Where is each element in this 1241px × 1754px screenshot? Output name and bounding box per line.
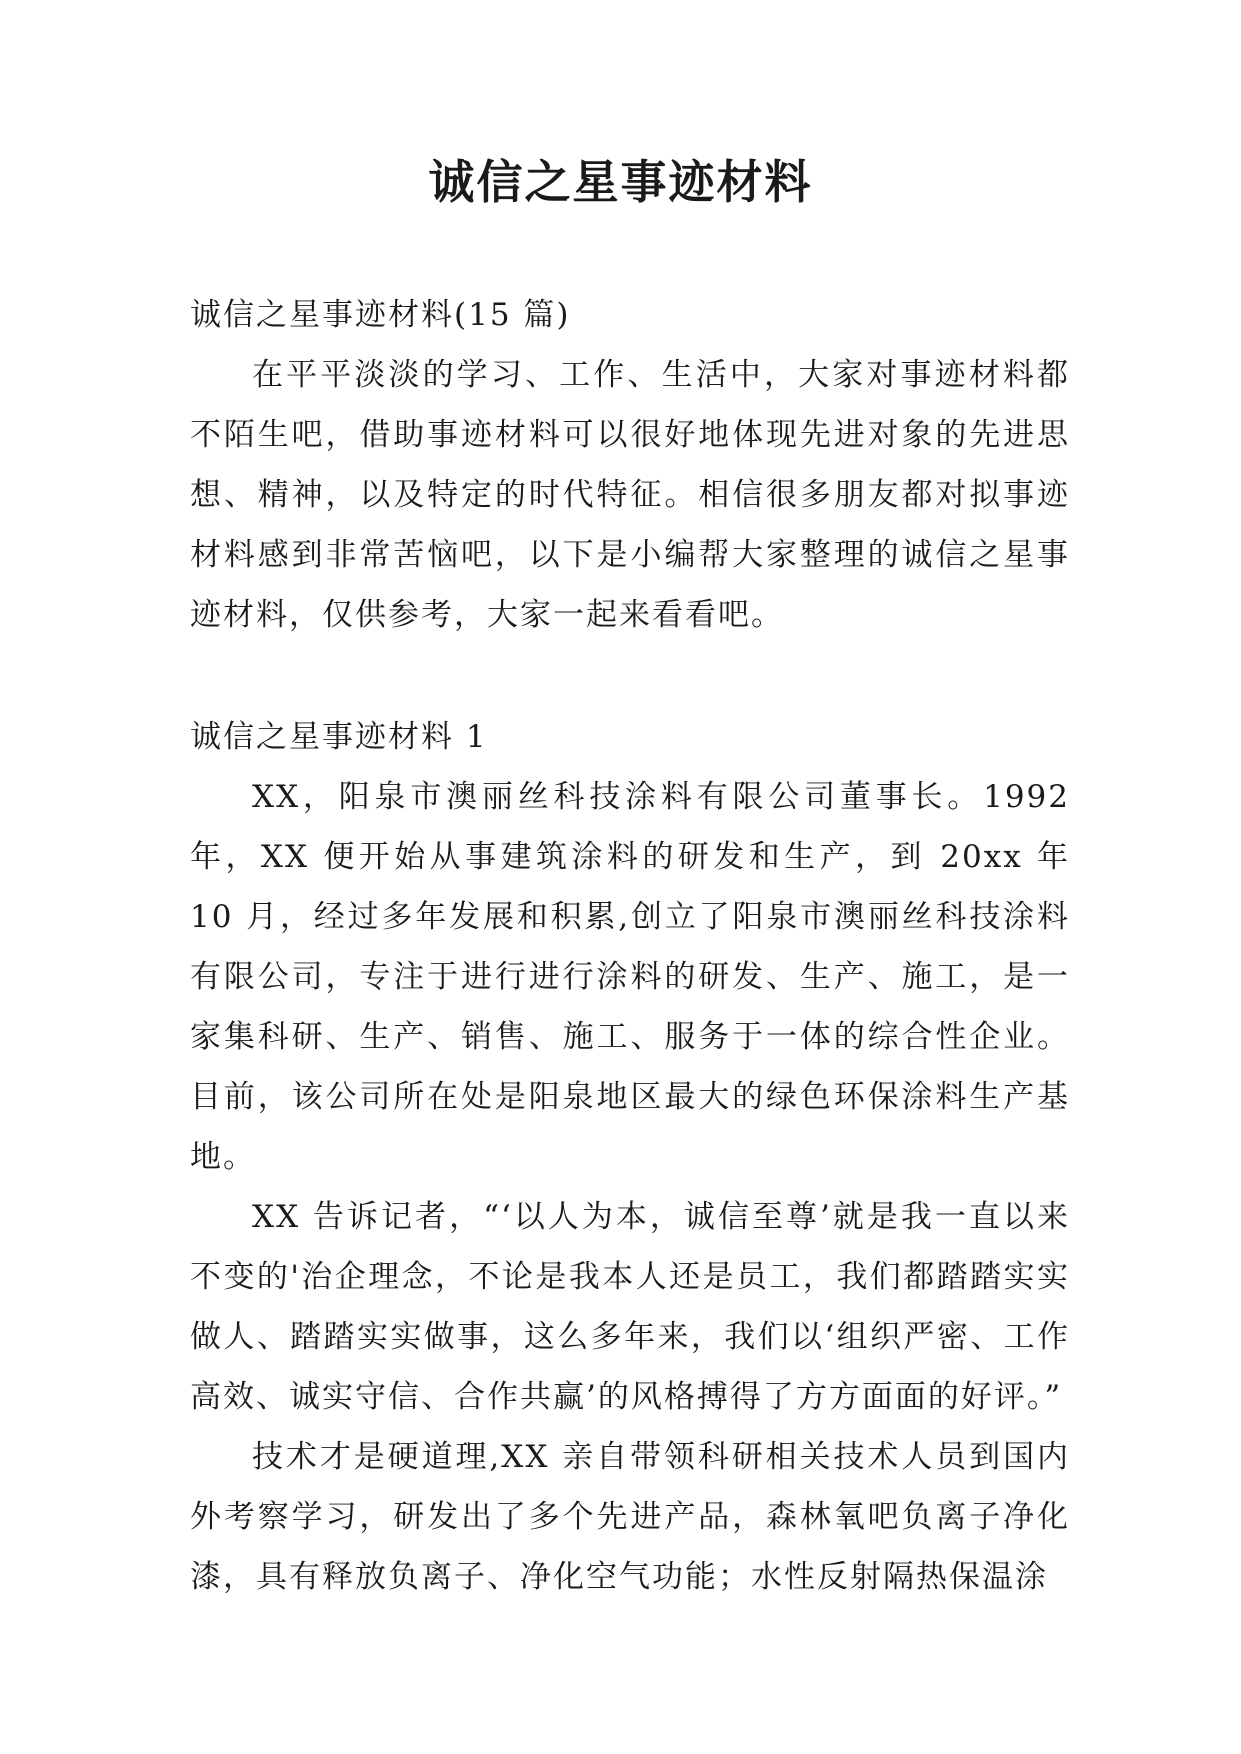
body-paragraph: XX，阳泉市澳丽丝科技涂料有限公司董事长。1992 年，XX 便开始从事建筑涂料的研发和生产，到 20xx 年 10 月，经过多年发展和积累,创立了阳泉市澳丽丝科技涂料有限公司，专注于进行进行涂料的研发、生产、施工，是一家集科研、生产、销售、施工、服务于一体的综合性企业。目前，该公司所在处是阳泉地区最大的绿色环保涂料生产基地。 — [190, 779, 1070, 1175]
document-subtitle: 诚信之星事迹材料(15 篇) — [190, 297, 571, 333]
document-title: 诚信之星事迹材料 — [428, 155, 813, 209]
body-paragraph: XX 告诉记者，“‘以人为本，诚信至尊’就是我一直以来不变的'治企理念，不论是我本人还是员工，我们都踏踏实实做人、踏踏实实做事，这么多年来，我们以‘组织严密、工作高效、诚实守信、合作共赢’的风格搏得了方方面面的好评。” — [190, 1199, 1070, 1415]
section-heading: 诚信之星事迹材料 1 — [190, 719, 488, 755]
intro-paragraph: 在平平淡淡的学习、工作、生活中，大家对事迹材料都不陌生吧，借助事迹材料可以很好地体现先进对象的先进思想、精神，以及特定的时代特征。相信很多朋友都对拟事迹材料感到非常苦恼吧，以下是小编帮大家整理的诚信之星事迹材料，仅供参考，大家一起来看看吧。 — [190, 357, 1070, 633]
body-paragraph: 技术才是硬道理,XX 亲自带领科研相关技术人员到国内外考察学习，研发出了多个先进产品，森林氧吧负离子净化漆，具有释放负离子、净化空气功能；水性反射隔热保温涂 — [190, 1439, 1070, 1595]
document-body — [190, 285, 1070, 1607]
